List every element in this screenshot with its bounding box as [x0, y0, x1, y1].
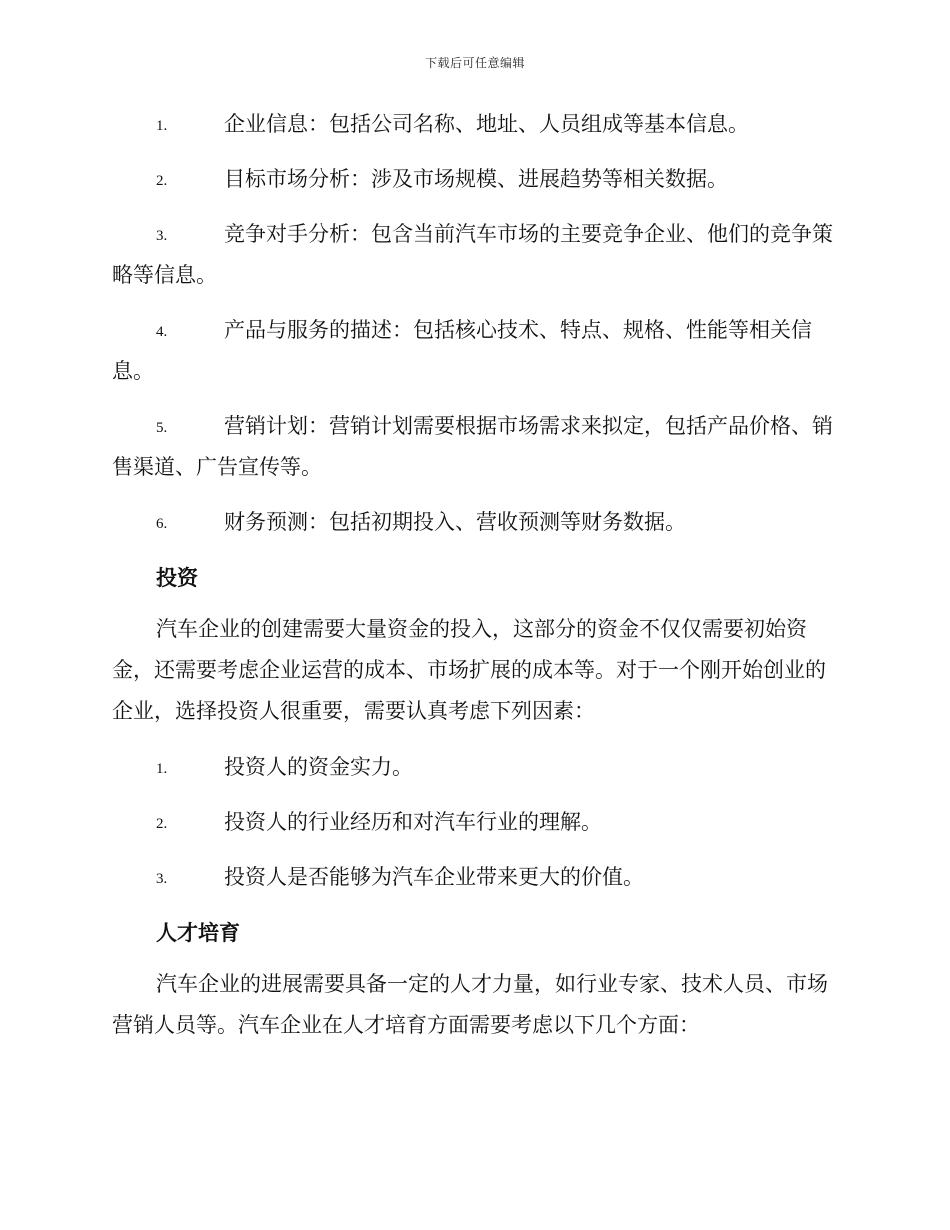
list-item	[112, 104, 834, 145]
list-item	[112, 747, 834, 788]
list-text: 财务预测：包括初期投入、营收预测等财务数据。	[224, 510, 686, 534]
list-number: 2.	[156, 816, 168, 832]
section-heading-talent: 人才培育	[156, 920, 240, 945]
page-header: 下载后可任意编辑	[424, 56, 525, 70]
list-text: 竞争对手分析：包含当前汽车市场的主要竞争企业、他们的竞争策略等信息。	[112, 222, 833, 287]
list-text: 产品与服务的描述：包括核心技术、特点、规格、性能等相关信息。	[112, 318, 812, 383]
list-number: 4.	[156, 324, 168, 340]
list-text: 投资人的资金实力。	[224, 755, 413, 779]
list-item	[112, 159, 834, 200]
list-number: 3.	[156, 871, 168, 887]
list-text: 目标市场分析：涉及市场规模、进展趋势等相关数据。	[224, 167, 728, 191]
list-text: 企业信息：包括公司名称、地址、人员组成等基本信息。	[224, 112, 749, 136]
list-text: 投资人是否能够为汽车企业带来更大的价值。	[224, 865, 644, 889]
list-number: 2.	[156, 173, 168, 189]
list-item	[112, 310, 834, 392]
list-number: 6.	[156, 516, 168, 532]
investment-paragraph: 汽车企业的创建需要大量资金的投入，这部分的资金不仅仅需要初始资金，还需要考虑企业运营的成本、市场扩展的成本等。对于一个刚开始创业的企业，选择投资人很重要，需要认真考虑下列因素：	[112, 617, 826, 723]
document-body	[112, 104, 834, 1061]
list-item	[112, 857, 834, 898]
list-text: 投资人的行业经历和对汽车行业的理解。	[224, 810, 602, 834]
list-item	[112, 502, 834, 543]
list-text: 营销计划：营销计划需要根据市场需求来拟定，包括产品价格、销售渠道、广告宣传等。	[112, 414, 833, 479]
list-number: 3.	[156, 228, 168, 244]
list-number: 5.	[156, 420, 168, 436]
section-heading-investment: 投资	[156, 565, 198, 590]
list-item	[112, 802, 834, 843]
list-item	[112, 406, 834, 488]
list-number: 1.	[156, 761, 168, 777]
list-number: 1.	[156, 118, 168, 134]
talent-paragraph: 汽车企业的进展需要具备一定的人才力量，如行业专家、技术人员、市场营销人员等。汽车企业在人才培育方面需要考虑以下几个方面：	[112, 972, 828, 1037]
list-item	[112, 214, 834, 296]
